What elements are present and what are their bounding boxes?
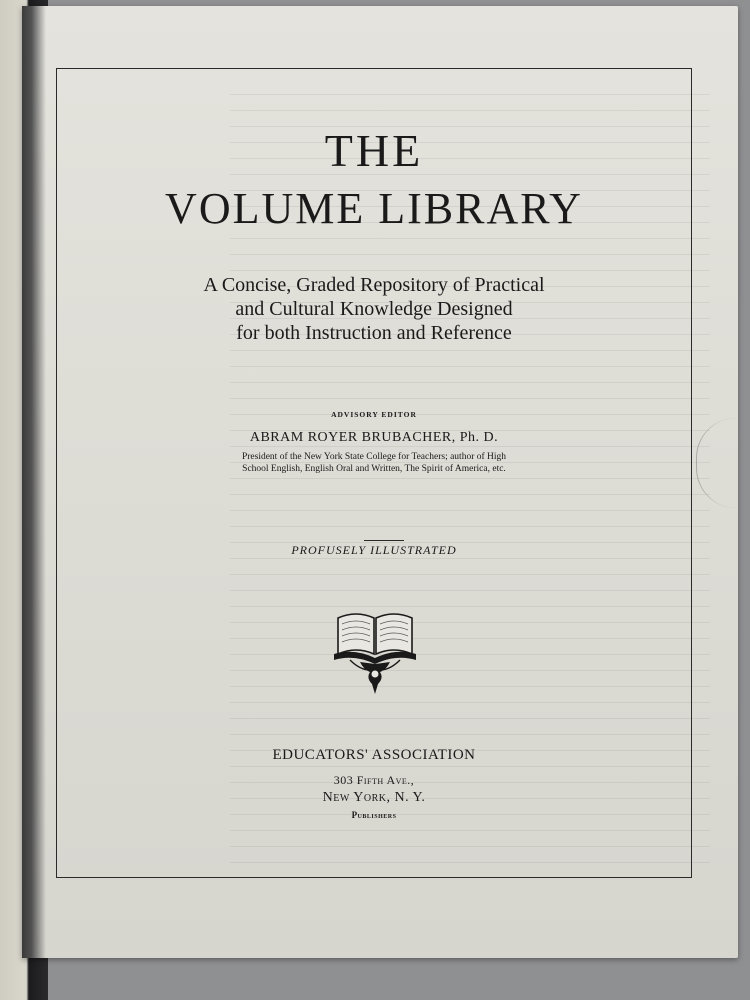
- open-book-emblem-icon: [330, 604, 420, 696]
- title-line-the: THE: [324, 125, 424, 176]
- publisher-address: 303 Fifth Ave.,: [333, 773, 415, 787]
- publisher-name: EDUCATORS' ASSOCIATION: [272, 747, 476, 763]
- title-volume-library: VOLUME LIBRARY: [165, 184, 583, 233]
- subtitle-line-3: for both Instruction and Reference: [236, 322, 512, 344]
- publisher-city: New York, N. Y.: [322, 790, 426, 805]
- profusely-illustrated: PROFUSELY ILLUSTRATED: [291, 543, 457, 557]
- page-gutter-shadow: [22, 6, 46, 958]
- editor-name: ABRAM ROYER BRUBACHER, Ph. D.: [249, 430, 499, 445]
- editor-credentials-line-2: School English, English Oral and Written, The Spirit of America, etc.: [242, 464, 506, 474]
- subtitle-line-1: A Concise, Graded Repository of Practical: [203, 274, 545, 296]
- publisher-role: Publishers: [351, 810, 397, 820]
- subtitle-line-2: and Cultural Knowledge Designed: [235, 298, 513, 320]
- advisory-editor-label: ADVISORY EDITOR: [331, 410, 417, 419]
- short-rule: [364, 540, 404, 541]
- editor-credentials-line-1: President of the New York State College for Teachers; author of High: [241, 452, 507, 462]
